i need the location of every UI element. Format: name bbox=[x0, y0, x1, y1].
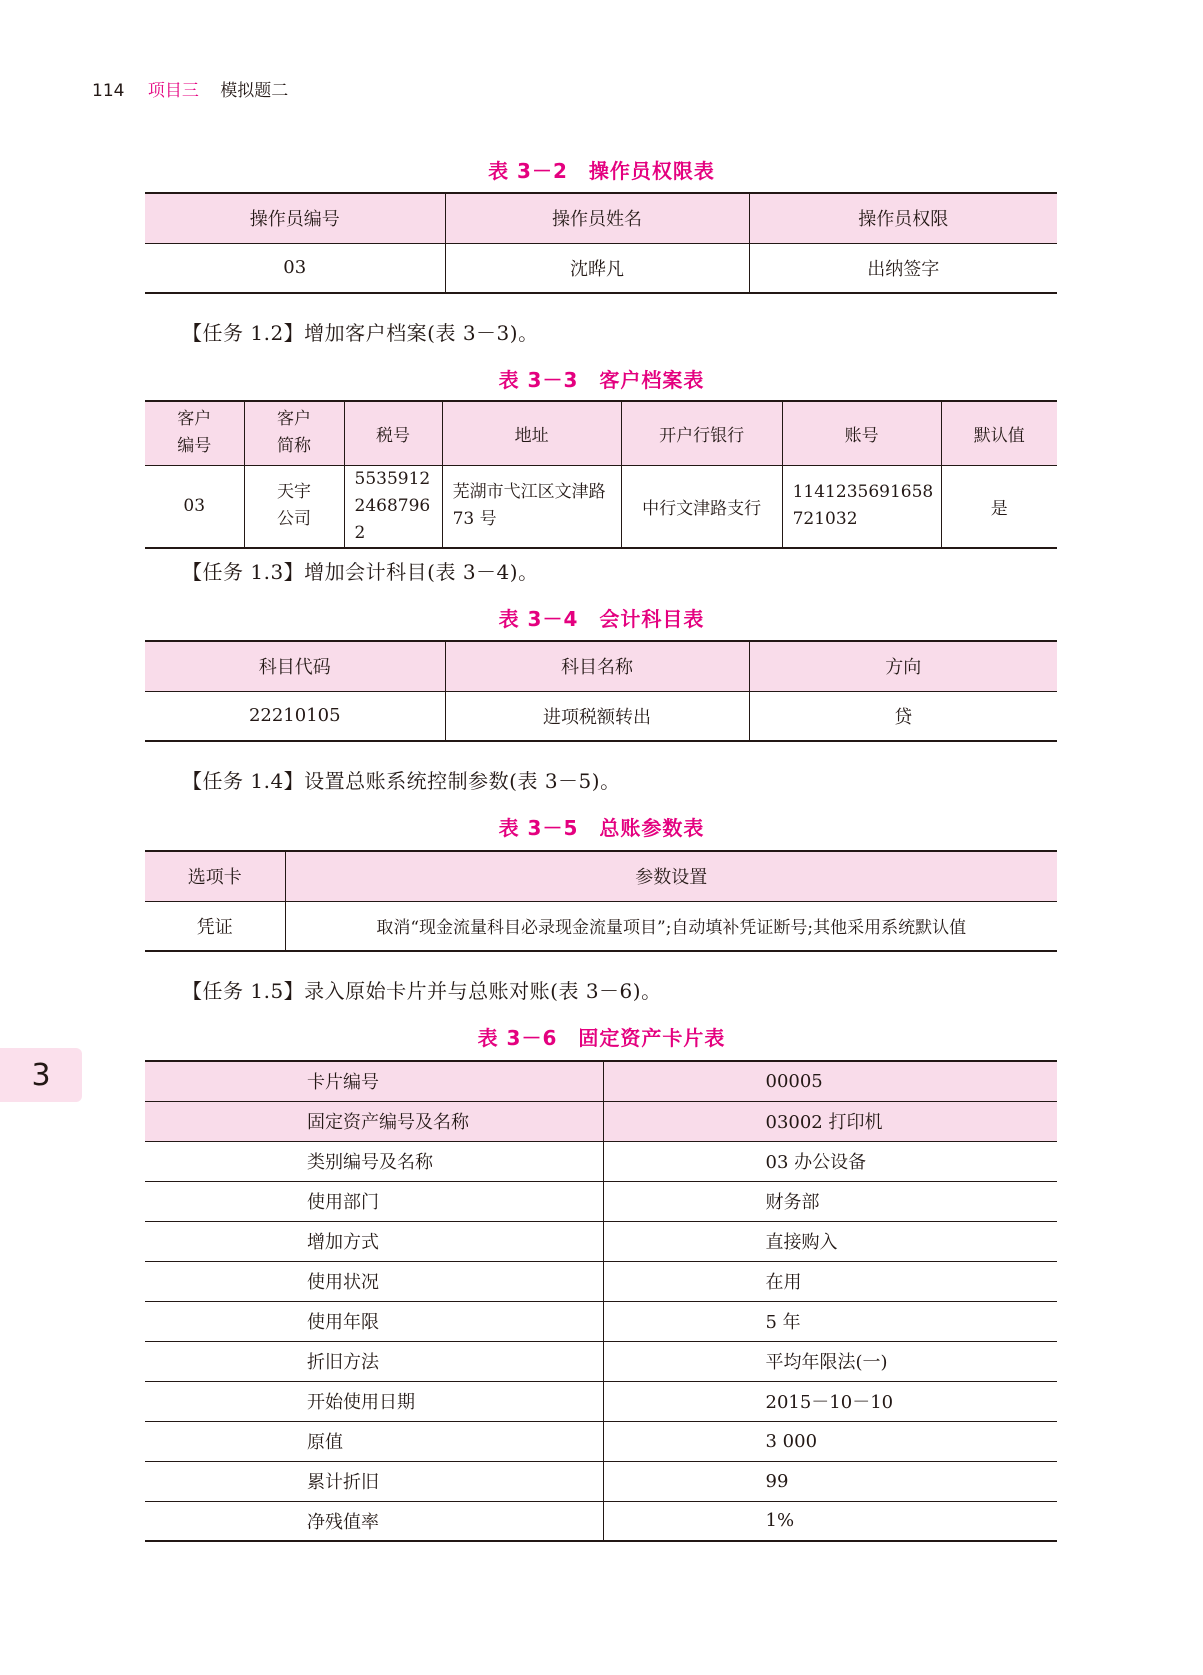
table-header-row bbox=[145, 851, 1057, 901]
task-1-3: 【任务 1.3】增加会计科目(表 3－4)。 bbox=[182, 560, 539, 584]
field-value: 财务部 bbox=[603, 1181, 1057, 1221]
table-header-row bbox=[145, 641, 1057, 691]
column-header: 选项卡 bbox=[145, 851, 285, 901]
table-row bbox=[145, 1341, 1057, 1381]
table-3-4-caption: 表 3－4 会计科目表 bbox=[498, 607, 705, 631]
table-3-6-caption: 表 3－6 固定资产卡片表 bbox=[477, 1026, 726, 1050]
table-row bbox=[145, 1061, 1057, 1101]
table-3-5 bbox=[145, 850, 1057, 952]
field-value: 3 000 bbox=[603, 1421, 1057, 1461]
table-cell: 贷 bbox=[749, 691, 1057, 741]
table-row bbox=[145, 691, 1057, 741]
column-header: 账号 bbox=[782, 401, 941, 465]
column-header: 开户行银行 bbox=[621, 401, 782, 465]
field-value: 在用 bbox=[603, 1261, 1057, 1301]
table-3-5-caption: 表 3－5 总账参数表 bbox=[498, 816, 705, 840]
field-value: 平均年限法(一) bbox=[603, 1341, 1057, 1381]
table-row bbox=[145, 1101, 1057, 1141]
field-label: 累计折旧 bbox=[145, 1461, 603, 1501]
field-value: 2015－10－10 bbox=[603, 1381, 1057, 1421]
column-header: 客户编号 bbox=[177, 409, 212, 457]
table-cell: 03 bbox=[145, 465, 244, 548]
table-cell: 03 bbox=[145, 243, 445, 293]
field-label: 卡片编号 bbox=[145, 1061, 603, 1101]
column-header: 操作员编号 bbox=[145, 193, 445, 243]
field-label: 类别编号及名称 bbox=[145, 1141, 603, 1181]
field-label: 开始使用日期 bbox=[145, 1381, 603, 1421]
chapter-tab: 3 bbox=[0, 1048, 82, 1102]
column-header: 默认值 bbox=[941, 401, 1057, 465]
column-header: 地址 bbox=[442, 401, 621, 465]
table-row bbox=[145, 1421, 1057, 1461]
table-3-3-caption: 表 3－3 客户档案表 bbox=[498, 368, 705, 392]
column-header: 操作员权限 bbox=[749, 193, 1057, 243]
table-3-2-caption: 表 3－2 操作员权限表 bbox=[488, 159, 715, 183]
column-header: 操作员姓名 bbox=[445, 193, 749, 243]
field-label: 使用部门 bbox=[145, 1181, 603, 1221]
column-header: 科目代码 bbox=[145, 641, 445, 691]
field-label: 增加方式 bbox=[145, 1221, 603, 1261]
field-value: 03002 打印机 bbox=[603, 1101, 1057, 1141]
field-value: 03 办公设备 bbox=[603, 1141, 1057, 1181]
task-1-4: 【任务 1.4】设置总账系统控制参数(表 3－5)。 bbox=[182, 769, 621, 793]
page-number: 114 bbox=[92, 81, 125, 101]
field-label: 使用年限 bbox=[145, 1301, 603, 1341]
table-row bbox=[145, 243, 1057, 293]
table-cell: 取消“现金流量科目必录现金流量项目”;自动填补凭证断号;其他采用系统默认值 bbox=[285, 901, 1057, 951]
field-value: 1% bbox=[603, 1501, 1057, 1541]
table-cell: 22210105 bbox=[145, 691, 445, 741]
table-row bbox=[145, 1141, 1057, 1181]
table-row bbox=[145, 1381, 1057, 1421]
table-row bbox=[145, 1181, 1057, 1221]
field-value: 99 bbox=[603, 1461, 1057, 1501]
page-header bbox=[92, 76, 288, 101]
table-cell: 1141235691658721032 bbox=[792, 482, 934, 529]
table-cell: 进项税额转出 bbox=[445, 691, 749, 741]
table-cell: 沈晔凡 bbox=[445, 243, 749, 293]
column-header: 方向 bbox=[749, 641, 1057, 691]
task-1-5: 【任务 1.5】录入原始卡片并与总账对账(表 3－6)。 bbox=[182, 979, 662, 1003]
table-3-2 bbox=[145, 192, 1057, 294]
section-label: 项目三 bbox=[147, 81, 199, 101]
chapter-title: 模拟题二 bbox=[220, 81, 289, 101]
field-value: 5 年 bbox=[603, 1301, 1057, 1341]
table-cell: 凭证 bbox=[145, 901, 285, 951]
task-1-2: 【任务 1.2】增加客户档案(表 3－3)。 bbox=[182, 321, 539, 345]
table-cell: 553591224687962 bbox=[354, 468, 431, 543]
field-label: 净残值率 bbox=[145, 1501, 603, 1541]
field-label: 使用状况 bbox=[145, 1261, 603, 1301]
column-header: 参数设置 bbox=[285, 851, 1057, 901]
table-row bbox=[145, 1261, 1057, 1301]
table-cell: 是 bbox=[941, 465, 1057, 548]
table-row bbox=[145, 1301, 1057, 1341]
table-row bbox=[145, 1221, 1057, 1261]
field-value: 直接购入 bbox=[603, 1221, 1057, 1261]
table-header-row bbox=[145, 193, 1057, 243]
table-header-row bbox=[145, 401, 1057, 465]
field-label: 折旧方法 bbox=[145, 1341, 603, 1381]
table-cell: 芜湖市弋江区文津路 73 号 bbox=[452, 482, 606, 529]
table-row bbox=[145, 1501, 1057, 1541]
column-header: 税号 bbox=[344, 401, 442, 465]
table-3-3 bbox=[145, 400, 1057, 549]
table-row bbox=[145, 1461, 1057, 1501]
column-header: 客户简称 bbox=[276, 409, 311, 457]
table-cell: 中行文津路支行 bbox=[621, 465, 782, 548]
field-value: 00005 bbox=[603, 1061, 1057, 1101]
table-row bbox=[145, 465, 1057, 548]
table-3-6 bbox=[145, 1060, 1057, 1542]
field-label: 原值 bbox=[145, 1421, 603, 1461]
field-label: 固定资产编号及名称 bbox=[145, 1101, 603, 1141]
column-header: 科目名称 bbox=[445, 641, 749, 691]
table-3-4 bbox=[145, 640, 1057, 742]
table-cell: 天宇公司 bbox=[276, 482, 311, 529]
table-cell: 出纳签字 bbox=[749, 243, 1057, 293]
table-row bbox=[145, 901, 1057, 951]
